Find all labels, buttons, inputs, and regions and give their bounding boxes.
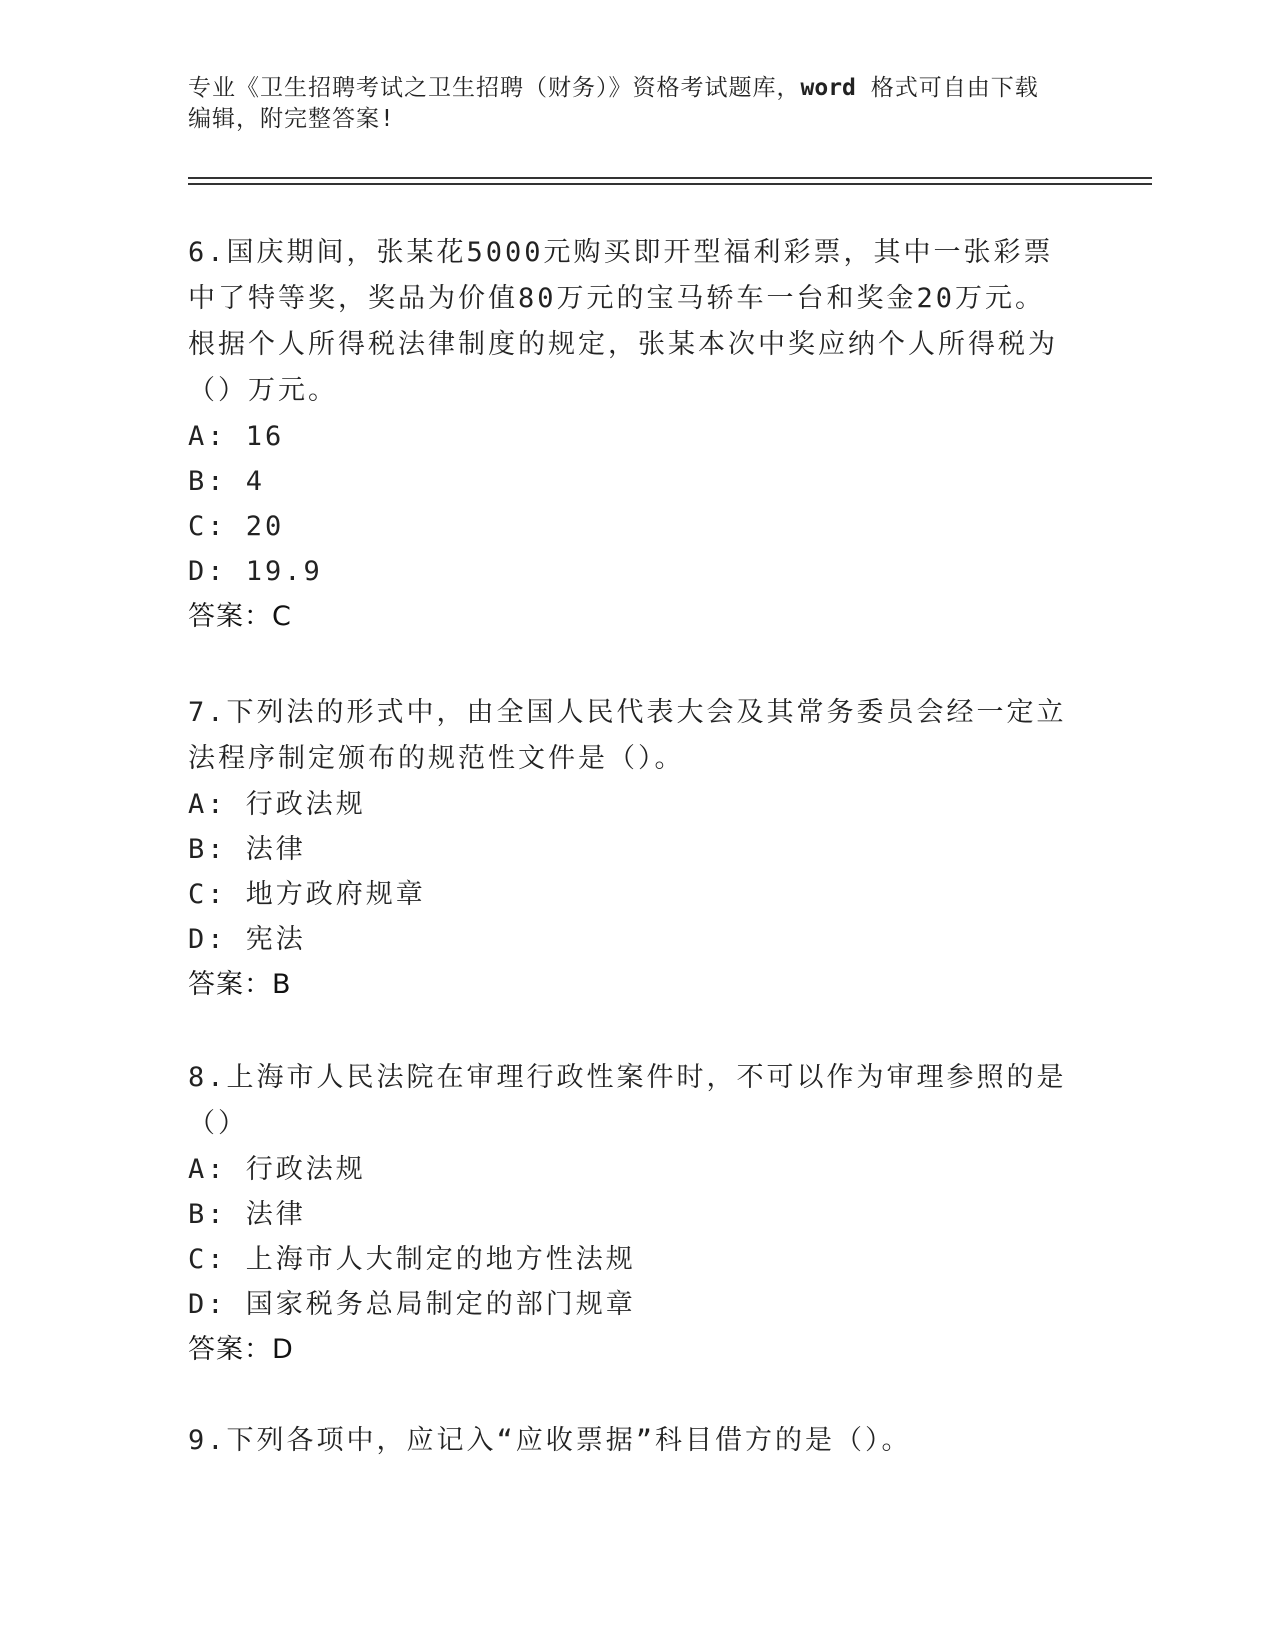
option-a: A: 行政法规	[188, 789, 366, 820]
header-line1-prefix: 专业《卫生招聘考试之卫生招聘（财务）》资格考试题库，	[188, 75, 801, 101]
option-b: B: 法律	[188, 834, 306, 865]
option-c: C: 20	[188, 511, 285, 542]
option-d: D: 宪法	[188, 924, 306, 955]
option-b: B: 法律	[188, 1199, 306, 1230]
question-9	[188, 1418, 1068, 1464]
option-d: D: 国家税务总局制定的部门规章	[188, 1289, 636, 1320]
answer: 答案：D	[188, 1334, 294, 1365]
option-a: A: 行政法规	[188, 1154, 366, 1185]
option-c: C: 上海市人大制定的地方性法规	[188, 1244, 636, 1275]
question-6	[188, 230, 1068, 640]
header-word-format: word	[800, 75, 856, 101]
option-a: A: 16	[188, 421, 285, 452]
question-8	[188, 1055, 1068, 1373]
question-text: 8.上海市人民法院在审理行政性案件时，不可以作为审理参照的是（）	[188, 1062, 1067, 1139]
question-text: 6.国庆期间，张某花5000元购买即开型福利彩票，其中一张彩票中了特等奖，奖品为价值80万元的宝马轿车一台和奖金20万元。根据个人所得税法律制度的规定，张某本次中奖应纳个人所得税为（）万元。	[188, 237, 1058, 406]
document-header	[188, 73, 1088, 135]
header-divider-top	[188, 177, 1152, 179]
question-text: 9.下列各项中，应记入“应收票据”科目借方的是（）。	[188, 1425, 912, 1456]
question-7	[188, 690, 1068, 1008]
header-divider-bottom	[188, 183, 1152, 185]
header-line1-suffix: 格式可自由下载	[855, 75, 1039, 101]
option-d: D: 19.9	[188, 556, 323, 587]
option-c: C: 地方政府规章	[188, 879, 426, 910]
answer: 答案：B	[188, 969, 292, 1000]
header-line2: 编辑，附完整答案!	[188, 106, 395, 132]
question-text: 7.下列法的形式中，由全国人民代表大会及其常务委员会经一定立法程序制定颁布的规范性文件是（）。	[188, 697, 1067, 774]
answer: 答案：C	[188, 601, 292, 632]
option-b: B: 4	[188, 466, 266, 497]
